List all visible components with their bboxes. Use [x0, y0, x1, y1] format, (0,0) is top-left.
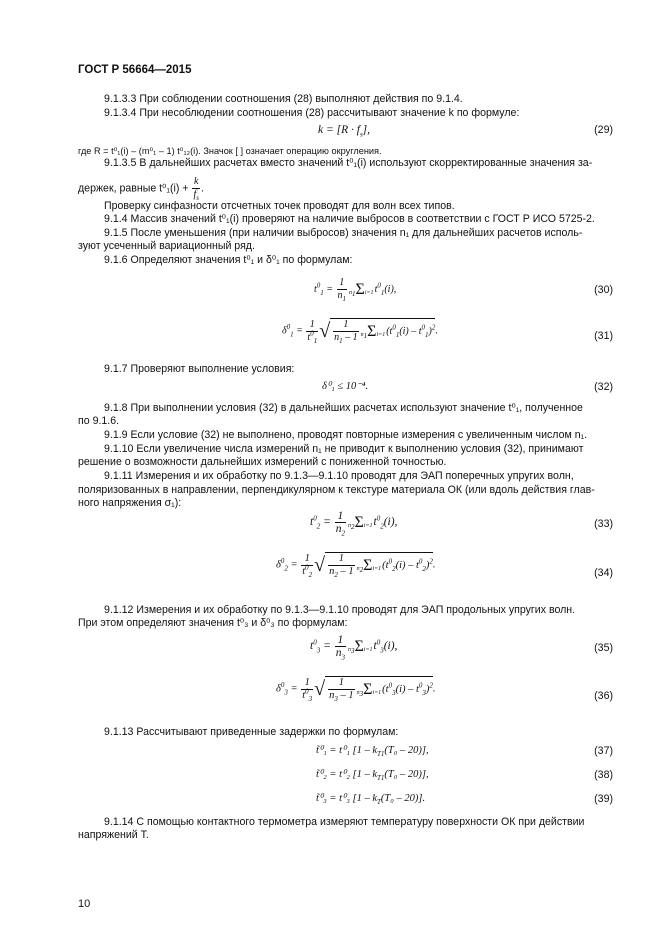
formula-39 — [316, 792, 426, 807]
formula-34: $\delta^0_2$ = $\frac{1}{t^0_2}$ √ $\frac{1}{n_2 - 1}$ $n_2\Sigma i=1(t^0_2(i) - t^0_2)^2$. — [276, 552, 436, 580]
formula-31: $\delta^0_1$ = $\frac{1}{t^0_1}$ √ $\frac{1}{n_1 - 1}$ $n_1\Sigma i=1(t^0_1(i) - t^0_1)^2$. — [282, 318, 438, 345]
page-number: 10 — [78, 898, 91, 910]
paragraph-9-1-3-5-line1: 9.1.3.5 В дальнейших расчетах вместо значений t⁰₁(i) используют скорректированные значения за- — [104, 157, 593, 169]
paragraph-9-1-12-line1: 9.1.12 Измерения и их обработку по 9.1.3—9.1.10 проводят для ЭАП продольных упругих волн. — [104, 604, 576, 616]
equation-number-30: (30) — [594, 284, 613, 296]
document-header: ГОСТ Р 56664—2015 — [78, 64, 192, 76]
paragraph-9-1-12-line2: При этом определяют значения t⁰₃ и δ⁰₃ по формулам: — [78, 617, 348, 629]
formula-30: $t^0_1$ = $\frac{1}{n_1}$ $n_1\Sigma i=1t^0_1(i)$, — [314, 277, 397, 303]
equation-number-34: (34) — [594, 567, 613, 579]
equation-number-39: (39) — [594, 793, 613, 805]
paragraph-9-1-11-line1: 9.1.11 Измерения и их обработку по 9.1.3—9.1.10 проводят для ЭАП поперечных упругих волн, — [104, 470, 574, 482]
formula-37-body: t̃⁰₁ = t⁰₁ [1 – k — [316, 745, 378, 756]
paragraph-9-1-10-line2: решение о возможности дальнейших измерений с пониженной точностью. — [78, 456, 447, 468]
paragraph-9-1-4: 9.1.4 Массив значений t⁰₁(i) проверяют на наличие выбросов в соответствии с ГОСТ Р ИСО 5725-2. — [104, 213, 595, 225]
formula-37 — [316, 744, 429, 759]
equation-number-38: (38) — [594, 769, 613, 781]
paragraph-9-1-14-line1: 9.1.14 С помощью контактного термометра измеряют температуру поверхности ОК при действии — [104, 816, 585, 828]
formula-29: $k = [R \cdot f_s]$, — [318, 124, 371, 139]
paragraph-9-1-14-line2: напряжений T. — [78, 829, 149, 841]
paragraph-9-1-6: 9.1.6 Определяют значения t⁰₁ и δ⁰₁ по формулам: — [104, 254, 353, 266]
formula-35: $t^0_3$ = $\frac{1}{n_3}$ $n_3\Sigma i=1t^0_3(i)$, — [310, 634, 398, 662]
paragraph-9-1-10-line1: 9.1.10 Если увеличение числа измерений n₁ не приводит к выполнению условия (32), принимают — [104, 443, 584, 455]
definition-R: где R = t⁰₁(i) – (m⁰₁ – 1) t⁰₁₂(i). Значок [ ] означает операцию округления. — [78, 146, 382, 156]
equation-number-33: (33) — [594, 518, 613, 530]
equation-number-37: (37) — [594, 745, 613, 757]
equation-number-32: (32) — [594, 381, 613, 393]
formula-29-body: k = [R · f — [318, 124, 360, 136]
fraction-k-over-fs: $\frac{k}{f_s}$ — [193, 176, 199, 202]
paragraph-9-1-9: 9.1.9 Если условие (32) не выполнено, проводят повторные измерения с увеличенным числом n₁. — [104, 429, 588, 441]
equation-number-36: (36) — [594, 690, 613, 702]
formula-36: $\delta^0_3$ = $\frac{1}{t^0_3}$ √ $\frac{1}{n_3 - 1}$ $n_3\Sigma i=1(t^0_3(i) - t^0_3)^2$. — [276, 676, 436, 704]
formula-38-body: t̃⁰₂ = t⁰₂ [1 – k — [316, 769, 378, 780]
paragraph-9-1-11-line2: поляризованных в направлении, перпендикулярном к текстуре материала ОК (или вдоль действия глав- — [78, 484, 595, 496]
formula-38-tail: (T₀ – 20)], — [384, 769, 429, 780]
paragraph-9-1-13: 9.1.13 Рассчитывают приведенные задержки по формулам: — [104, 726, 399, 738]
paragraph-9-1-7: 9.1.7 Проверяют выполнение условия: — [104, 363, 295, 375]
equation-number-31: (31) — [594, 330, 613, 342]
paragraph-9-1-5-line1: 9.1.5 После уменьшения (при наличии выбросов) значения n₁ для дальнейших расчетов исполь- — [104, 227, 583, 239]
formula-29-tail: ], — [362, 124, 371, 136]
formula-32: δ⁰₁ ≤ 10⁻⁴. — [322, 381, 369, 392]
paragraph-9-1-3-5-line2: держек, равные t⁰₁(i) + $\frac{k}{f_s}$ . — [78, 176, 204, 202]
formula-39-tail: (T₀ – 20)]. — [380, 793, 426, 804]
equation-number-29: (29) — [594, 124, 613, 136]
paragraph-9-1-8-line1: 9.1.8 При выполнении условия (32) в дальнейших расчетах используют значение t⁰₁, полученное — [104, 402, 583, 414]
formula-39-body: t̃⁰₃ = t⁰₃ [1 – k — [316, 793, 378, 804]
formula-37-tail: (T₀ – 20)], — [384, 745, 429, 756]
paragraph-9-1-3-3: 9.1.3.3 При соблюдении соотношения (28) выполняют действия по 9.1.4. — [104, 93, 463, 105]
formula-39-sub: T — [377, 798, 381, 807]
formula-37-sub: T1 — [377, 750, 385, 759]
paragraph-9-1-8-line2: по 9.1.6. — [78, 415, 120, 427]
formula-38 — [316, 768, 429, 783]
formula-38-sub: T1 — [377, 774, 385, 783]
paragraph-9-1-11-line3: ного напряжения σ₁): — [78, 497, 182, 509]
paragraph-9-1-3-5-text: держек, равные t⁰₁(i) + — [78, 182, 189, 195]
paragraph-9-1-3-4: 9.1.3.4 При несоблюдении соотношения (28) рассчитывают значение k по формуле: — [104, 107, 520, 119]
paragraph-9-1-5-line2: зуют усеченный вариационный ряд. — [78, 240, 255, 252]
formula-33: $t^0_2$ = $\frac{1}{n_2}$ $n_2\Sigma i=1t^0_2(i)$, — [310, 510, 398, 538]
equation-number-35: (35) — [594, 642, 613, 654]
paragraph-synphase: Проверку синфазности отсчетных точек проводят для волн всех типов. — [104, 200, 455, 212]
